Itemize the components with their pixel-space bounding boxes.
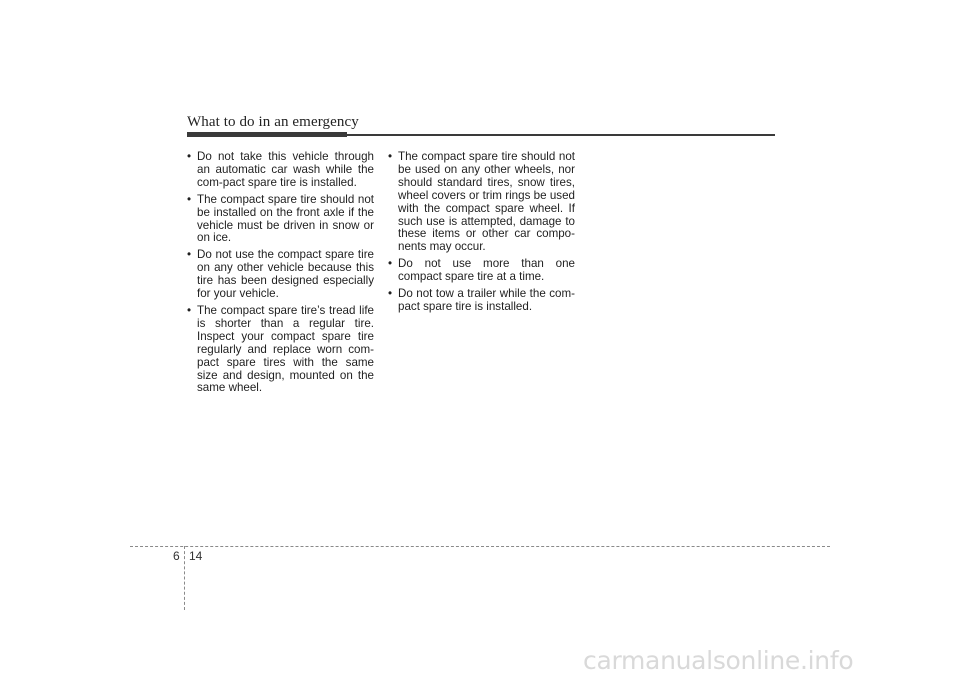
list-item-text: Do not use the compact spare tire on any other vehicle because this tire has been designed especially for your vehicle. (197, 248, 374, 301)
bullet-icon: • (388, 257, 393, 271)
left-column (186, 151, 374, 399)
footer-divider (130, 546, 830, 547)
list-item (387, 288, 575, 314)
watermark: carmanualsonline.info (583, 646, 854, 675)
right-bullet-list (387, 151, 575, 314)
header-accent-bar (187, 132, 347, 137)
list-item-text: The compact spare tire should not be installed on the front axle if the vehicle must be driven in snow or on ice. (197, 192, 374, 245)
list-item (186, 305, 374, 395)
list-item (186, 249, 374, 301)
list-item-text: Do not take this vehicle through an automatic car wash while the com-pact spare tire is installed. (197, 150, 374, 189)
footer-vertical-divider (184, 546, 185, 610)
list-item (387, 258, 575, 284)
list-item-text: The compact spare tire’s tread life is shorter than a regular tire. Inspect your compact spare tire regularly and replace worn com-pact spare tires with the same size and design, mounted on the same wheel. (197, 303, 374, 395)
bullet-icon: • (388, 287, 393, 301)
bullet-icon: • (187, 192, 192, 206)
list-item (387, 151, 575, 254)
right-column (387, 151, 575, 318)
bullet-icon: • (187, 150, 192, 163)
list-item-text: The compact spare tire should not be used on any other wheels, nor should standard tires, snow tires, wheel covers or trim rings be used with the compact spare wheel. If such use is attempted, damage to these items or other car compo-nents may occur. (398, 150, 575, 254)
page-number: 14 (189, 549, 203, 563)
page-title: What to do in an emergency (187, 114, 359, 130)
list-item (186, 151, 374, 190)
list-item (186, 194, 374, 246)
bullet-icon: • (187, 248, 192, 262)
chapter-number: 6 (173, 549, 180, 563)
list-item-text: Do not use more than one compact spare tire at a time. (398, 257, 575, 284)
bullet-icon: • (187, 303, 192, 317)
list-item-text: Do not tow a trailer while the com-pact spare tire is installed. (398, 287, 575, 313)
bullet-icon: • (388, 150, 393, 163)
left-bullet-list (186, 151, 374, 395)
